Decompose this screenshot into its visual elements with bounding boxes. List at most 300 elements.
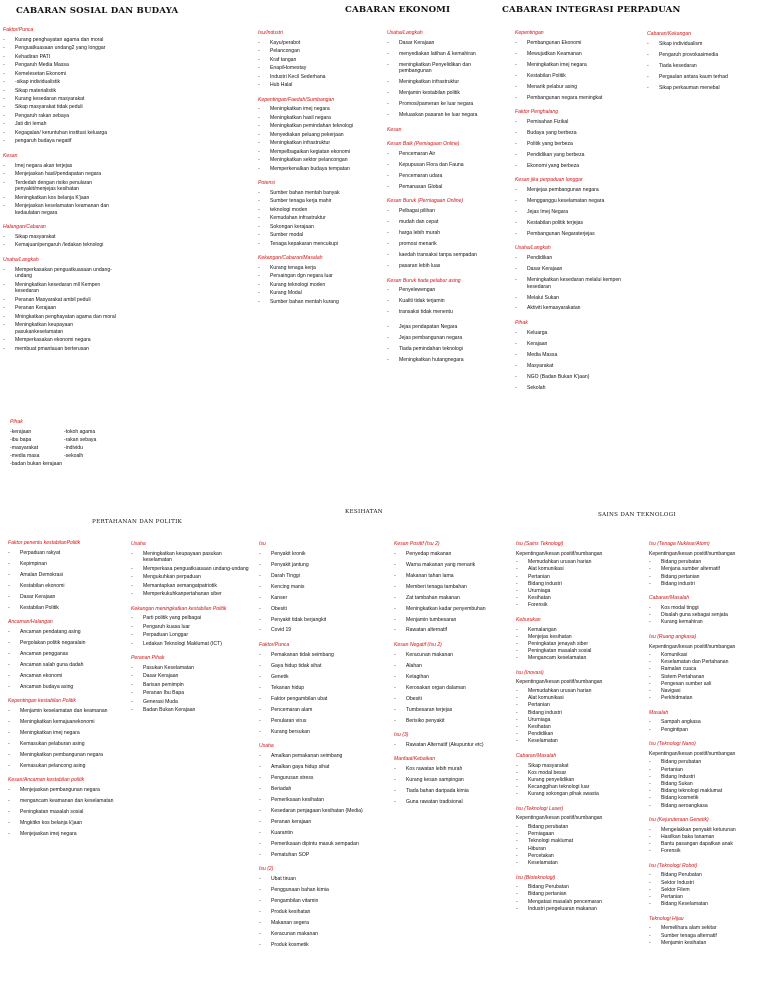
list-item: - Memelihara alam sekitar	[649, 925, 765, 932]
bullet-list	[259, 876, 377, 949]
list-item: - Mengancam keselamatan	[516, 655, 641, 662]
list-item: - Kestabilan politik terjejas	[515, 220, 640, 227]
list-item: - Rawatan Alternatif (Akupuntur etc)	[394, 742, 506, 749]
list-item: - Pelancongan	[258, 48, 368, 55]
list-item: - Kemalangan	[516, 627, 641, 634]
list-item: - Kuarantin	[259, 830, 377, 837]
list-item: - Warna makanan yang menarik	[394, 562, 506, 569]
section-heading: Kesan/Ancaman kestabilan politik	[8, 777, 85, 784]
bullet-list	[647, 41, 765, 92]
list-item: - pengaruh budaya negatif	[3, 138, 118, 145]
list-item: - Dasar Kerajaan	[515, 266, 640, 273]
list-item: - Ancaman pengganas	[8, 651, 126, 658]
list-item: - Memudahkan urusan harian	[516, 688, 641, 695]
list-item: - Tekanan hidup	[259, 685, 377, 692]
list-item: - Mengukuhkan perpaduan	[131, 574, 251, 581]
section-block	[131, 541, 251, 598]
list-item: - Ketagihan	[394, 674, 506, 681]
list-item: - Gaya hidup tidak sihat	[259, 663, 377, 670]
bullet-list	[8, 550, 126, 612]
section-block	[258, 255, 368, 305]
list-item: - mudah dan cepat	[387, 219, 499, 226]
section-heading: Usaha/Langkah	[515, 245, 551, 252]
list-item: - Kemajuan/pengaruh /ledakan teknologi	[3, 242, 118, 249]
list-item: - Sikap masyarakat	[3, 234, 118, 241]
list-item: - Amalkan gaya hidup sihat	[259, 764, 377, 771]
list-item: - Peranan kerajaan	[259, 819, 377, 826]
list-item: - Perpaduan rakyat	[8, 550, 126, 557]
list-item: - Keracunan makanan	[259, 931, 377, 938]
list-item: - Sumber tenaga alternatif	[649, 933, 765, 940]
bullet-list	[516, 627, 641, 662]
list-item: - Meningkatkan hutangnegara	[387, 357, 499, 364]
bullet-list	[394, 551, 506, 634]
list-item: - Kemasukan pelancong asing	[8, 763, 126, 770]
list-item: - Mewujudkan Keamanan	[515, 51, 640, 58]
section-heading: Kesan Buruk tiada pelabur asing	[387, 277, 461, 284]
list-item: - Peranan Ibu Bapa	[131, 690, 251, 697]
list-item: - Kraf tangan	[258, 57, 368, 64]
list-item: - Sekolah	[515, 385, 640, 392]
list-item: - Ururniaga	[516, 588, 641, 595]
list-item: - Tiada kesedaran	[647, 63, 765, 70]
list-item: - Bidang pertanian	[516, 891, 641, 898]
list-item: - Pemeriksaan kesihatan	[259, 797, 377, 804]
list-item: - Kesedaran penjagaan kesihatan (Media)	[259, 808, 377, 815]
list-item: - Kemelesetan Ekonomi	[3, 71, 118, 78]
list-item: - Bidang kosmetik	[649, 795, 765, 802]
list-item: - Kanser	[259, 595, 377, 602]
column-integrasi-2	[647, 31, 765, 99]
bullet-list	[131, 615, 251, 647]
list-item: - Penyakit jantung	[259, 562, 377, 569]
section-block	[259, 743, 377, 858]
list-item: - Darah Tinggi	[259, 573, 377, 580]
list-item: - Pencemaran Air	[387, 151, 499, 158]
section-heading: Isu (Inovasi)	[516, 669, 544, 676]
list-item: - Kerajaan	[515, 341, 640, 348]
list-item: - Meningkatkan infrastruktur	[387, 79, 499, 86]
section-heading: Isu (Sains Teknologi)	[516, 541, 564, 547]
list-item: - Pemisahan Fizikal	[515, 119, 640, 126]
list-item: - Bidang teknologi maklumat	[649, 788, 765, 795]
section-heading: Isu (2)	[259, 866, 274, 873]
section-heading: Cabaran/Masalah	[649, 595, 690, 602]
section-block	[8, 619, 126, 690]
bullet-list	[387, 40, 499, 119]
list-item: - Kerosakan organ dalaman	[394, 685, 506, 692]
list-item: - Sektor Filem	[649, 887, 765, 894]
list-item: - Mngkitkn kos belanja k'jaan	[8, 820, 126, 827]
list-item: - Ururniaga	[516, 717, 641, 724]
list-item: - Menjejas pembangunan negara	[515, 187, 640, 194]
bullet-list	[387, 324, 499, 364]
list-item: - Meningkatkan hasil negara	[258, 115, 368, 122]
list-item: - -sikap individualistik	[3, 79, 118, 86]
list-item: - Pengaruh provokasimedia	[647, 52, 765, 59]
list-item: - Tenaga kepakaran mencukupi	[258, 241, 368, 248]
section-block	[516, 875, 641, 913]
list-item: - Ancaman budaya asing	[8, 684, 126, 691]
list-item: - Beriadah	[259, 786, 377, 793]
section-heading: Halangan/Cabaran	[3, 224, 46, 231]
list-item: - Obesiti	[394, 696, 506, 703]
list-item: - Pembangunan Ekonomi	[515, 40, 640, 47]
list-item: - Pengaruh Media Massa	[3, 62, 118, 69]
list-item: - Menjamin kesihatan	[649, 940, 765, 947]
list-item: - Kurang Modal	[258, 290, 368, 297]
section-heading: Kepentingan kestabilan Politik	[8, 698, 76, 705]
list-item: - Kecanggihan teknologi luar	[516, 784, 641, 791]
bullet-list	[3, 234, 118, 249]
list-item: - Pengaruh rakan sebaya	[3, 113, 118, 120]
list-item: - Pengaruh kuasa luar	[131, 624, 251, 631]
list-item: - pasaran lebih luas	[387, 263, 499, 270]
bullet-list	[131, 665, 251, 714]
list-item: - Sikap masyarakat tidak peduli	[3, 104, 118, 111]
list-item: - Pencemaran udara	[387, 173, 499, 180]
section-heading: Isu (Ruang angkasa)	[649, 633, 697, 640]
list-item: - Pembangunan negara meningkat	[515, 95, 640, 102]
list-item: - Memberi tenaga tambahan	[394, 584, 506, 591]
list-item: - Ubat tiruan	[259, 876, 377, 883]
list-item: - Makanan tahan lama	[394, 573, 506, 580]
bullet-list	[516, 688, 641, 745]
section-block	[131, 655, 251, 714]
list-item: - Peningkatan masalah sosial	[8, 809, 126, 816]
list-item: - Kualiti tidak terjamin	[387, 298, 499, 305]
list-item: - Persaingan dgn negara luar	[258, 273, 368, 280]
bullet-list	[3, 267, 118, 353]
column-integrasi-1	[515, 30, 640, 399]
list-item: - Imej negara akan terjejas	[3, 163, 118, 170]
pihak-heading: Pihak	[10, 419, 23, 425]
column-sains-2	[649, 541, 765, 954]
bullet-list	[258, 40, 368, 89]
list-item: - menyediakan latihan & kemahiran	[387, 51, 499, 58]
list-item: - Penyakit kronik	[259, 551, 377, 558]
list-item: - Kepimpinan	[8, 561, 126, 568]
list-item: - Pertanian	[649, 894, 765, 901]
list-item: - Pengintipan	[649, 727, 765, 734]
list-item: - Navigasi	[649, 688, 765, 695]
list-item: - Guna rawatan tradisional	[394, 799, 506, 806]
list-item: - Media Massa	[515, 352, 640, 359]
list-item: - Keracunan makanan	[394, 652, 506, 659]
section-heading: Keburukan	[516, 616, 541, 623]
column-kesihatan-1	[259, 541, 377, 956]
section-heading: Isu/Industri	[258, 30, 283, 36]
list-item: - Generasi Muda	[131, 699, 251, 706]
list-item: - Budaya yang berbeza	[515, 130, 640, 137]
list-item: - Bidang perubatan	[649, 559, 765, 566]
section-block	[649, 741, 765, 809]
list-item: - Terdedah dengan risiko penularan penyakit/menjejas kesihatan	[3, 180, 118, 193]
list-item: - Tiada pemindahan teknologi	[387, 346, 499, 353]
section-block	[8, 698, 126, 769]
list-item: - Kemudahan infrastruktur	[258, 215, 368, 222]
list-item: - Hiburan	[516, 846, 641, 853]
list-item: - Bidang pertanian	[649, 574, 765, 581]
list-item: - Dasar Kerajaan	[387, 40, 499, 47]
list-item: - Sikap individualism	[647, 41, 765, 48]
section-subheading: Kepentingan/kesan positif/sumbangan	[649, 643, 736, 650]
list-item: - Memperkasakan penguatkuasaan undang-undang	[3, 267, 118, 280]
list-item: - Sistem Pertahanan	[649, 674, 765, 681]
list-item: - Mempelbagaikan kegiatan ekonomi	[258, 149, 368, 156]
section-block	[131, 606, 251, 648]
list-item: - Ekonomi yang berbeza	[515, 163, 640, 170]
title-pertahanan: PERTAHANAN DAN POLITIK	[92, 519, 183, 525]
pihak-right-item: -tokoh agama	[64, 428, 96, 435]
section-block	[649, 541, 765, 587]
list-item: - Sektor Industri	[649, 880, 765, 887]
section-block	[516, 617, 641, 662]
list-item: - Kestabilan Politik	[515, 73, 640, 80]
bullet-list	[516, 884, 641, 912]
list-item: - Pendidikan	[516, 731, 641, 738]
list-item: - Meningkatkan imej negara	[515, 62, 640, 69]
bullet-list	[259, 753, 377, 858]
list-item: - Bidang perubatan	[516, 824, 641, 831]
section-heading: Usaha/Langkah	[3, 256, 39, 263]
section-block	[515, 109, 640, 169]
list-item: - Kurang kesedaran masyarakat	[3, 96, 118, 103]
list-item: - Hasilkan baka tanaman	[649, 834, 765, 841]
list-item: - Penularan virus	[259, 718, 377, 725]
pihak-box	[10, 419, 120, 469]
list-item: - Jejas Imej Negara	[515, 209, 640, 216]
title-integrasi: CABARAN INTEGRASI PERPADUAN	[502, 5, 681, 15]
section-heading: Faktor Penghalang	[515, 109, 559, 116]
section-block	[394, 541, 506, 634]
bullet-list	[649, 559, 765, 587]
section-heading: Kesan	[3, 153, 18, 159]
section-block	[3, 153, 118, 216]
list-item: - Parti politik yang pelbagai	[131, 615, 251, 622]
list-item: - Memantapkan semangatpatriotik	[131, 583, 251, 590]
section-subheading: Kepentingan/kesan positif/sumbangan	[649, 750, 736, 757]
list-item: - Kemasukan pelaburan asing	[8, 741, 126, 748]
section-heading: Isu (Teknologi Laser)	[516, 805, 564, 812]
bullet-list	[258, 106, 368, 172]
list-item: - Keselamatan	[516, 738, 641, 745]
list-item: - Pasukan Keselamatan	[131, 665, 251, 672]
list-item: - Sokongan kerajaan	[258, 224, 368, 231]
list-item: - Genetik	[259, 674, 377, 681]
list-item: - Percetakan	[516, 853, 641, 860]
list-item: - Kurang bersukan	[259, 729, 377, 736]
section-heading: Isu (Teknologi Nano)	[649, 741, 696, 748]
section-block	[515, 320, 640, 391]
section-heading: Isu (Bioteknologi)	[516, 874, 556, 881]
list-item: - Jejas pendapatan Negara	[387, 324, 499, 331]
section-block	[394, 756, 506, 805]
list-item: - Memperkasakan ekonomi negara	[3, 337, 118, 344]
list-item: - Keselamatan	[516, 860, 641, 867]
list-item: - Kos modal besar	[516, 770, 641, 777]
list-item: - Bidang industri	[516, 581, 641, 588]
pihak-left-item: -kerajaan	[10, 428, 32, 435]
list-item: - Kurang kemahiran	[649, 619, 765, 626]
list-item: - mengancam keamanan dan keselamatan	[8, 798, 126, 805]
list-item: - Menyediakan peluang pekerjaan	[258, 132, 368, 139]
section-block	[649, 634, 765, 702]
list-item: - Pengurusan stress	[259, 775, 377, 782]
section-heading: Isu (Kejuruteraan Genetik)	[649, 817, 709, 824]
list-item: - Amalkan pemakanan seimbang	[259, 753, 377, 760]
list-item: - Memperkasa penguatkuasaan undang-undang	[131, 566, 251, 573]
list-item: - Melalui Sukan	[515, 295, 640, 302]
pihak-right-item: -rakan sebaya	[64, 436, 97, 443]
list-item: - Industri Kecil Sederhana	[258, 74, 368, 81]
section-heading: Usaha/Langkah	[387, 30, 423, 36]
section-block	[649, 710, 765, 733]
column-ekonomi-2	[387, 30, 499, 371]
pihak-right-item: -individu	[64, 444, 83, 451]
list-item: - Kayu/perabot	[258, 40, 368, 47]
section-heading: Kesan Buruk (Perniagaan Online)	[387, 198, 464, 205]
bullet-list	[259, 551, 377, 634]
list-item: - Perniagaan	[516, 831, 641, 838]
list-item: - Kesihatan	[516, 595, 641, 602]
list-item: - Makanan segera	[259, 920, 377, 927]
list-item: - Mengatasi masalah pencemaran	[516, 899, 641, 906]
column-kesihatan-2	[394, 541, 506, 814]
list-item: - Pengambilan vitamin	[259, 898, 377, 905]
section-block	[394, 732, 506, 748]
pihak-right-item: -sekoalh	[64, 452, 84, 459]
list-item: - Bidang Sukan	[649, 781, 765, 788]
bullet-list	[3, 37, 118, 145]
section-heading: Manfaat/Kebaikan	[394, 756, 436, 763]
list-item: - Aktiviti kemasyarakatan	[515, 305, 640, 312]
list-item: - Penggunaan bahan kimia	[259, 887, 377, 894]
list-item: - Pendidikan yang berbeza	[515, 152, 640, 159]
list-item: - Alahan	[394, 663, 506, 670]
list-item: - Kehadiran PATI	[3, 54, 118, 61]
list-item: - Teknologi maklumat	[516, 838, 641, 845]
list-item: - Sumber tenaga kerja mahir	[258, 198, 368, 205]
section-block	[8, 540, 126, 611]
section-block	[515, 177, 640, 237]
pihak-left-item: -badan bukan kerajaan	[10, 460, 63, 467]
list-item: - Meningkatkan keupayaan pasukankeselamatan	[3, 322, 118, 335]
list-item: - Peningkatan jenayah siber	[516, 641, 641, 648]
list-item: - Penyedap makanan	[394, 551, 506, 558]
list-item: - Obesiti	[259, 606, 377, 613]
list-item: - Meningkatkan keupayaan pasukan keselamatan	[131, 551, 251, 564]
section-block	[649, 817, 765, 855]
list-item: - Bidang industri	[516, 710, 641, 717]
column-politik-2	[131, 541, 251, 722]
list-item: - Kegagalan/ keruntuhan institusi keluarga	[3, 130, 118, 137]
bullet-list	[649, 827, 765, 855]
section-subheading: Kepentingan/kesan positif/sumbangan	[516, 550, 603, 557]
list-item: - NGO (Badan Bukan K'jaan)	[515, 374, 640, 381]
list-item: - Keselamatan dan Pertahanan	[649, 659, 765, 666]
bullet-list	[394, 652, 506, 725]
list-item: - Meningkatkan kesedaran melalui kempen kesedaran	[515, 277, 640, 290]
section-block	[387, 30, 499, 119]
list-item: - Enap/Homestay	[258, 65, 368, 72]
section-block	[259, 642, 377, 735]
title-sosial-budaya: CABARAN SOSIAL DAN BUDAYA	[16, 6, 179, 16]
list-item: - Bidang Keselamatan	[649, 901, 765, 908]
list-item: - Penguatkuasaan undang2 yang longgar	[3, 45, 118, 52]
list-item: - Meningkatkan kadar penyembuhan	[394, 606, 506, 613]
list-item: - Alat komunikasi	[516, 566, 641, 573]
section-block	[515, 245, 640, 312]
bullet-list	[516, 559, 641, 609]
section-heading: Pihak	[515, 320, 528, 327]
pihak-left-item: -masyarakat	[10, 444, 39, 451]
list-item: - transaksi tidak menentu	[387, 309, 499, 316]
list-item: - Kurang penyelidikan	[516, 777, 641, 784]
list-item: - Kestabilan Politik	[8, 605, 126, 612]
list-item: - Kepupusan Flora dan Fauna	[387, 162, 499, 169]
list-item: - teknologi moden	[258, 207, 368, 214]
pihak-right-item	[64, 461, 120, 468]
list-item: - Kurang teknologi moden	[258, 282, 368, 289]
section-heading: Kekangan meningkatkan kestabilan Politik	[131, 605, 227, 612]
list-item: - Dasar Kerajaan	[131, 673, 251, 680]
list-item: - Jejas pembangunan negara	[387, 335, 499, 342]
bullet-list	[8, 629, 126, 691]
column-sains-1	[516, 541, 641, 920]
section-heading: Usaha	[131, 541, 146, 547]
bullet-list	[649, 719, 765, 733]
section-heading: Isu	[259, 541, 266, 547]
list-item: - Pelbagai pilihan	[387, 208, 499, 215]
list-item: - Faktor pengambilan ubat	[259, 696, 377, 703]
list-item: - Ramalan cuaca	[649, 666, 765, 673]
bullet-list	[649, 872, 765, 907]
bullet-list	[259, 652, 377, 735]
list-item: - Komunikasi	[649, 652, 765, 659]
list-item: - Menjejaskan imej negara	[8, 831, 126, 838]
list-item: - Menjamin kestabilan politik	[387, 90, 499, 97]
section-subheading: Kepentingan/kesan positif/sumbangan	[516, 679, 603, 686]
list-item: - Amalan Demokrasi	[8, 572, 126, 579]
list-item: - Produk kesihatan	[259, 909, 377, 916]
column-sosial	[3, 27, 118, 360]
list-item: - Pertanian	[516, 574, 641, 581]
list-item: - Politik yang berbeza	[515, 141, 640, 148]
title-sains: SAINS DAN TEKNOLOGI	[598, 512, 676, 518]
bullet-list	[3, 163, 118, 217]
section-heading: Cabaran/Kekangan	[647, 31, 691, 37]
section-block	[258, 180, 368, 247]
list-item: - Menjamin keselamatan dan keamanan	[8, 708, 126, 715]
section-subheading: Kepentingan/kesan positif/sumbangan	[649, 550, 736, 557]
section-heading: Kepentingan	[515, 30, 544, 36]
list-item: - Pemakanan tidak seimbang	[259, 652, 377, 659]
list-item: - Pergaulan antara kaum terhad	[647, 74, 765, 81]
list-item: - Peranan Masyarakat ambil peduli	[3, 297, 118, 304]
list-item: - Jati diri lemah	[3, 121, 118, 128]
list-item: - Meningkatkan infrastruktur	[258, 140, 368, 147]
bullet-list	[394, 766, 506, 806]
list-item: - Pendidikan	[515, 255, 640, 262]
list-item: - Berisiko penyakit	[394, 718, 506, 725]
list-item: - Bidang Perubatan	[649, 872, 765, 879]
list-item: - Meningkatkan imej negara	[8, 730, 126, 737]
list-item: - Kos rawatan lebih murah	[394, 766, 506, 773]
section-heading: Teknologi Hijau	[649, 915, 684, 922]
bullet-list	[515, 187, 640, 238]
section-block	[3, 27, 118, 145]
